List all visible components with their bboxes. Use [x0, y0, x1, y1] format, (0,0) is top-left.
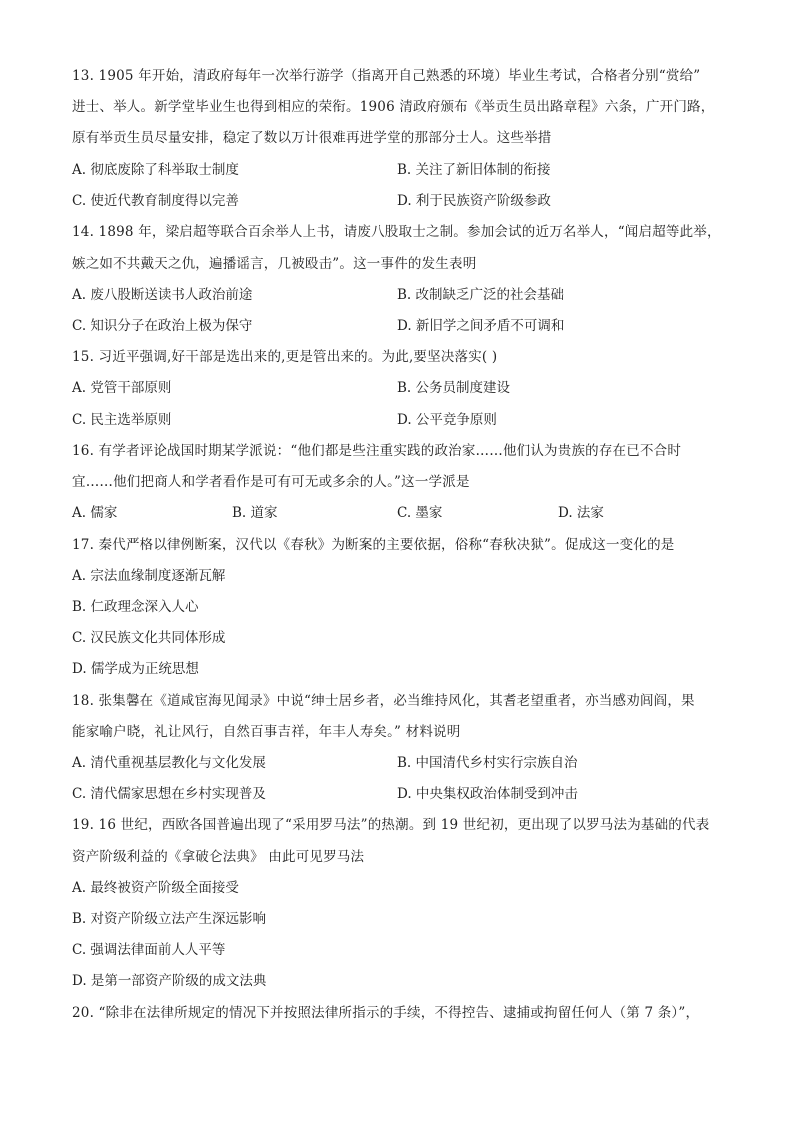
question-19-option-b[interactable]: B. 对资产阶级立法产生深远影响: [72, 911, 267, 927]
question-15-option-c[interactable]: C. 民主选举原则: [72, 412, 172, 428]
question-19-stem-line-1: 19. 16 世纪，西欧各国普遍出现了“采用罗马法”的热潮。到 19 世纪初，更出现了以罗马法为基础的代表: [72, 817, 710, 833]
question-19-option-c[interactable]: C. 强调法律面前人人平等: [72, 942, 226, 958]
question-16-option-b[interactable]: B. 道家: [232, 505, 278, 521]
question-18-option-b[interactable]: B. 中国清代乡村实行宗族自治: [397, 755, 578, 771]
question-17-option-a[interactable]: A. 宗法血缘制度逐渐瓦解: [72, 568, 226, 584]
question-13-stem-line-2: 进士、举人。新学堂毕业生也得到相应的荣衔。1906 清政府颁布《举贡生员出路章程》六条，广开门路，: [72, 99, 715, 115]
question-14-option-b[interactable]: B. 改制缺乏广泛的社会基础: [397, 287, 565, 303]
question-14-option-d[interactable]: D. 新旧学之间矛盾不可调和: [397, 318, 565, 334]
question-17-option-b[interactable]: B. 仁政理念深入人心: [72, 599, 199, 615]
question-19-stem-line-2: 资产阶级利益的《拿破仑法典》 由此可见罗马法: [72, 849, 365, 865]
question-18-option-a[interactable]: A. 清代重视基层教化与文化发展: [72, 755, 266, 771]
question-13-option-b[interactable]: B. 关注了新旧体制的衔接: [397, 162, 551, 178]
question-14-option-a[interactable]: A. 废八股断送读书人政治前途: [72, 287, 253, 303]
question-15-stem-line-1: 15. 习近平强调,好干部是选出来的,更是管出来的。为此,要坚决落实( ): [72, 349, 498, 365]
question-13-option-c[interactable]: C. 使近代教育制度得以完善: [72, 193, 239, 209]
question-16-option-d[interactable]: D. 法家: [558, 505, 604, 521]
question-14-stem-line-1: 14. 1898 年，梁启超等联合百余举人上书，请废八股取士之制。参加会试的近万名举人，“闻启超等此举，: [72, 224, 721, 240]
question-16-stem-line-2: 宜……他们把商人和学者看作是可有可无或多余的人。”这一学派是: [72, 474, 470, 490]
question-13-stem-line-3: 原有举贡生员尽量安排，稳定了数以万计很难再进学堂的那部分士人。这些举措: [72, 130, 552, 146]
question-16-option-c[interactable]: C. 墨家: [397, 505, 443, 521]
question-15-option-d[interactable]: D. 公平竞争原则: [397, 412, 497, 428]
question-14-stem-line-2: 嫉之如不共戴天之仇，遍播谣言，几被殴击”。这一事件的发生表明: [72, 256, 477, 272]
question-16-option-a[interactable]: A. 儒家: [72, 505, 118, 521]
question-14-option-c[interactable]: C. 知识分子在政治上极为保守: [72, 318, 253, 334]
question-18-stem-line-1: 18. 张集馨在《道咸宦海见闻录》中说“绅士居乡者，必当维持风化，其耆老望重者，亦当感劝闾阎，果: [72, 693, 695, 709]
question-18-stem-line-2: 能家喻户晓，礼让风行，自然百事吉祥，年丰人寿矣。” 材料说明: [72, 724, 461, 740]
question-15-option-b[interactable]: B. 公务员制度建设: [397, 380, 511, 396]
question-17-option-d[interactable]: D. 儒学成为正统思想: [72, 661, 199, 677]
question-17-stem-line-1: 17. 秦代严格以律例断案，汉代以《春秋》为断案的主要依据，俗称“春秋决狱”。促成这一变化的是: [72, 537, 675, 553]
question-13-stem-line-1: 13. 1905 年开始，清政府每年一次举行游学（指离开自己熟悉的环境）毕业生考试，合格者分别“赏给”: [72, 68, 701, 84]
question-19-option-a[interactable]: A. 最终被资产阶级全面接受: [72, 880, 239, 896]
question-19-option-d[interactable]: D. 是第一部资产阶级的成文法典: [72, 973, 267, 989]
question-13-option-d[interactable]: D. 利于民族资产阶级参政: [397, 193, 551, 209]
question-18-option-c[interactable]: C. 清代儒家思想在乡村实现普及: [72, 786, 266, 802]
question-17-option-c[interactable]: C. 汉民族文化共同体形成: [72, 630, 226, 646]
question-15-option-a[interactable]: A. 党管干部原则: [72, 380, 172, 396]
question-16-stem-line-1: 16. 有学者评论战国时期某学派说：“他们都是些注重实践的政治家……他们认为贵族的存在已不合时: [72, 443, 682, 459]
question-20-stem-line-1: 20. “除非在法律所规定的情况下并按照法律所指示的手续，不得控告、逮捕或拘留任何人（第 7 条）”，: [72, 1005, 700, 1021]
question-18-option-d[interactable]: D. 中央集权政治体制受到冲击: [397, 786, 578, 802]
question-13-option-a[interactable]: A. 彻底废除了科举取士制度: [72, 162, 239, 178]
